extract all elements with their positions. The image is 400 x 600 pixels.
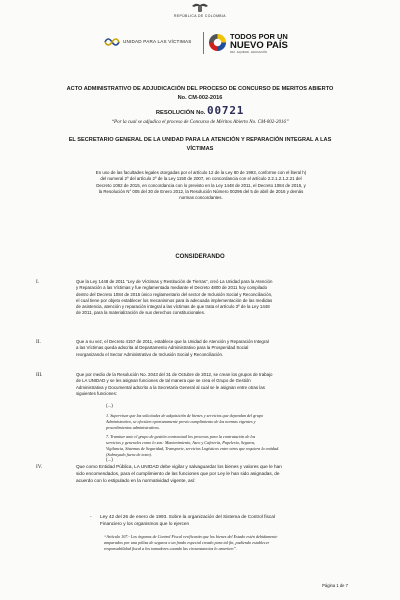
ellipsis: (...)	[106, 457, 113, 462]
secretary-heading-line2: VÍCTIMAS	[186, 146, 214, 152]
item-line: dentro del Decreto 1084 de 2015 único reglamentario del sector de Inclusión Social y Reconciliación,	[76, 291, 273, 297]
ellipsis: (...)	[106, 403, 113, 408]
function-line: procedimientos administrativos.	[106, 425, 160, 430]
item-line: Que la Ley 1448 de 2011 “Ley de Víctimas y Restitución de Tierras”, creó La Unidad para la Atención	[76, 279, 273, 284]
item-line: el cual tiene por objeto establecer los mecanismos para la adecuada implementación de las medidas	[76, 297, 273, 303]
function-line: 1. Supervisar que las solicitudes de adquisición de bienes y servicios que dependan del grupo	[106, 413, 264, 418]
function-item-7	[106, 434, 338, 458]
secretary-heading-line1: EL SECRETARIO GENERAL DE LA UNIDAD PARA LA ATENCIÓN Y REPARACIÓN INTEGRAL A LAS	[68, 137, 332, 143]
law-line: Ley 42 del 26 de enero de 1993. Sobre la organización del Sistema de Control fiscal	[100, 514, 275, 519]
item-line: de 2011, para la materialización de sus derechos constitucionales.	[76, 310, 206, 316]
government-circle-icon	[208, 33, 227, 52]
item-line: siguientes funciones:	[76, 390, 118, 396]
item-paragraph	[76, 464, 348, 484]
resolution-number: 00721	[207, 104, 245, 117]
quote-line: amparados por una póliza de seguros o un fondo especial creado para tal fin, pudiendo establecer	[104, 540, 270, 545]
item-line: de LA UNIDAD y se les asignan funciones de tal manera que se crea el Grupo de Gestión	[76, 378, 251, 384]
item-line: a las Víctimas queda adscrita al Departamento Administrativo para la Prosperidad Social	[76, 345, 249, 351]
function-line: servicios y generales como lo son: Mantenimiento, Aseo y Cafetería, Papelería, Seguros,	[106, 440, 256, 445]
government-logo-line2: NUEVO PAÍS	[230, 40, 288, 51]
function-item-1	[106, 413, 338, 431]
item-line: Que por medio de la Resolución No. 2043 del 31 de Octubre de 2012, se crean los grupos de trabajo	[76, 372, 273, 377]
page-number: Página 1 de 7	[322, 583, 348, 588]
intro-line: la Resolución N° 005 del 30 de Enero 2012, la Resolución Número 00296 del 5 de abril de 2016 y demás	[98, 188, 304, 194]
government-logo	[208, 30, 298, 58]
law-bullet: -	[90, 514, 92, 519]
intro-line: del numeral 2º del artículo 2º de la Ley 1150 de 2007, en concordancia con el artículo 2.2.1.2.1.2.21 del	[100, 176, 302, 182]
item-line: acuerdo con lo estipulado en la normatividad vigente, así:	[76, 477, 196, 483]
logo-divider	[203, 32, 204, 54]
item-line: Que como Entidad Pública, LA UNIDAD debe vigilar y salvaguardar los bienes y valores que le han	[76, 464, 282, 469]
victims-unit-mark-icon	[104, 35, 120, 49]
victims-unit-logo	[104, 34, 200, 50]
considerando-heading: CONSIDERANDO	[175, 254, 225, 260]
item-line: sido encomendados, para el cumplimiento de las funciones que por Ley le han sido asignadas, de	[76, 470, 280, 476]
resolution-label: RESOLUCIÓN No.	[155, 110, 206, 116]
item-paragraph	[76, 372, 348, 397]
intro-paragraph	[56, 170, 346, 201]
item-line: Que a su vez, el Decreto 4157 de 2011, establece que la Unidad de Atención y Reparación Integral	[76, 339, 269, 344]
intro-line: En uso de las facultades legales otorgadas por el artículo 12 de la Ley 80 de 1993, conforme con el literal h)	[95, 170, 307, 175]
document-title-line1: ACTO ADMINISTRATIVO DE ADJUDICACIÓN DEL PROCESO DE CONCURSO DE MERITOS ABIERTO	[66, 86, 334, 92]
coat-of-arms-icon	[190, 2, 210, 14]
victims-unit-logo-text: UNIDAD PARA LAS VÍCTIMAS	[123, 39, 192, 44]
item-paragraph	[76, 279, 348, 317]
function-line: Administrativo, se efectúen oportunamente previo cumplimiento de las normas vigentes y	[106, 419, 256, 424]
item-line: y Reparación a las Víctimas y fue reglamentada mediante el Decreto 4800 de 2011 hoy compilado	[76, 285, 268, 291]
law-paragraph	[100, 514, 348, 528]
item-number: I.	[36, 279, 40, 285]
item-line: de asistencia, atención y reparación integral a las víctimas de que trata el artículo 3º de la Ley 1448	[76, 304, 270, 310]
article-quote	[104, 534, 334, 552]
item-number: III.	[36, 372, 43, 378]
function-line: 7. Tramitar ante el grupo de gestión contractual los procesos para la contratación de los	[106, 434, 256, 439]
item-number: II.	[36, 339, 41, 345]
document-title-line2: No. CM-002-2016	[177, 95, 223, 101]
function-line: (Subrayado fuera de texto).	[106, 452, 153, 457]
government-logo-line1: TODOS POR UN	[230, 32, 288, 41]
quote-line: “Artículo 107.- Los órganos de Control Fiscal verificarán que los bienes del Estado estén debidamente	[104, 534, 278, 539]
item-line: Administrativa y Documental adscrito a la Secretaría General al cual se le asignan entre otras las	[76, 384, 265, 390]
function-line: Vigilancia, Sistemas de Seguridad, Transporte, servicios Logísticos entre otros que requiera la entidad.	[106, 446, 280, 451]
intro-line: normas concordantes.	[179, 195, 223, 201]
item-line: reorganizando el Sector Administrativo de Inclusión Social y Reconciliación.	[76, 351, 224, 357]
government-logo-line3: PAZ · EQUIDAD · EDUCACIÓN	[230, 51, 267, 54]
law-line: Financiero y los organismos que lo ejercen	[100, 520, 190, 526]
quote-line: responsabilidad fiscal a los tomadores cuando las circunstancias lo ameriten”.	[104, 546, 237, 551]
item-number: IV.	[36, 464, 43, 470]
resolution-purpose: “Por la cual se adjudica el proceso de Concurso de Méritos Abierto No. CM-002-2016”	[111, 120, 289, 125]
item-paragraph	[76, 339, 348, 358]
intro-line: Decreto 1082 de 2015, en concordancia con lo previsto en la Ley 1448 de 2011, el Decreto 1084 de 2015, y	[96, 182, 306, 188]
resolution-line	[0, 104, 400, 117]
country-name: REPÚBLICA DE COLOMBIA	[174, 14, 226, 18]
